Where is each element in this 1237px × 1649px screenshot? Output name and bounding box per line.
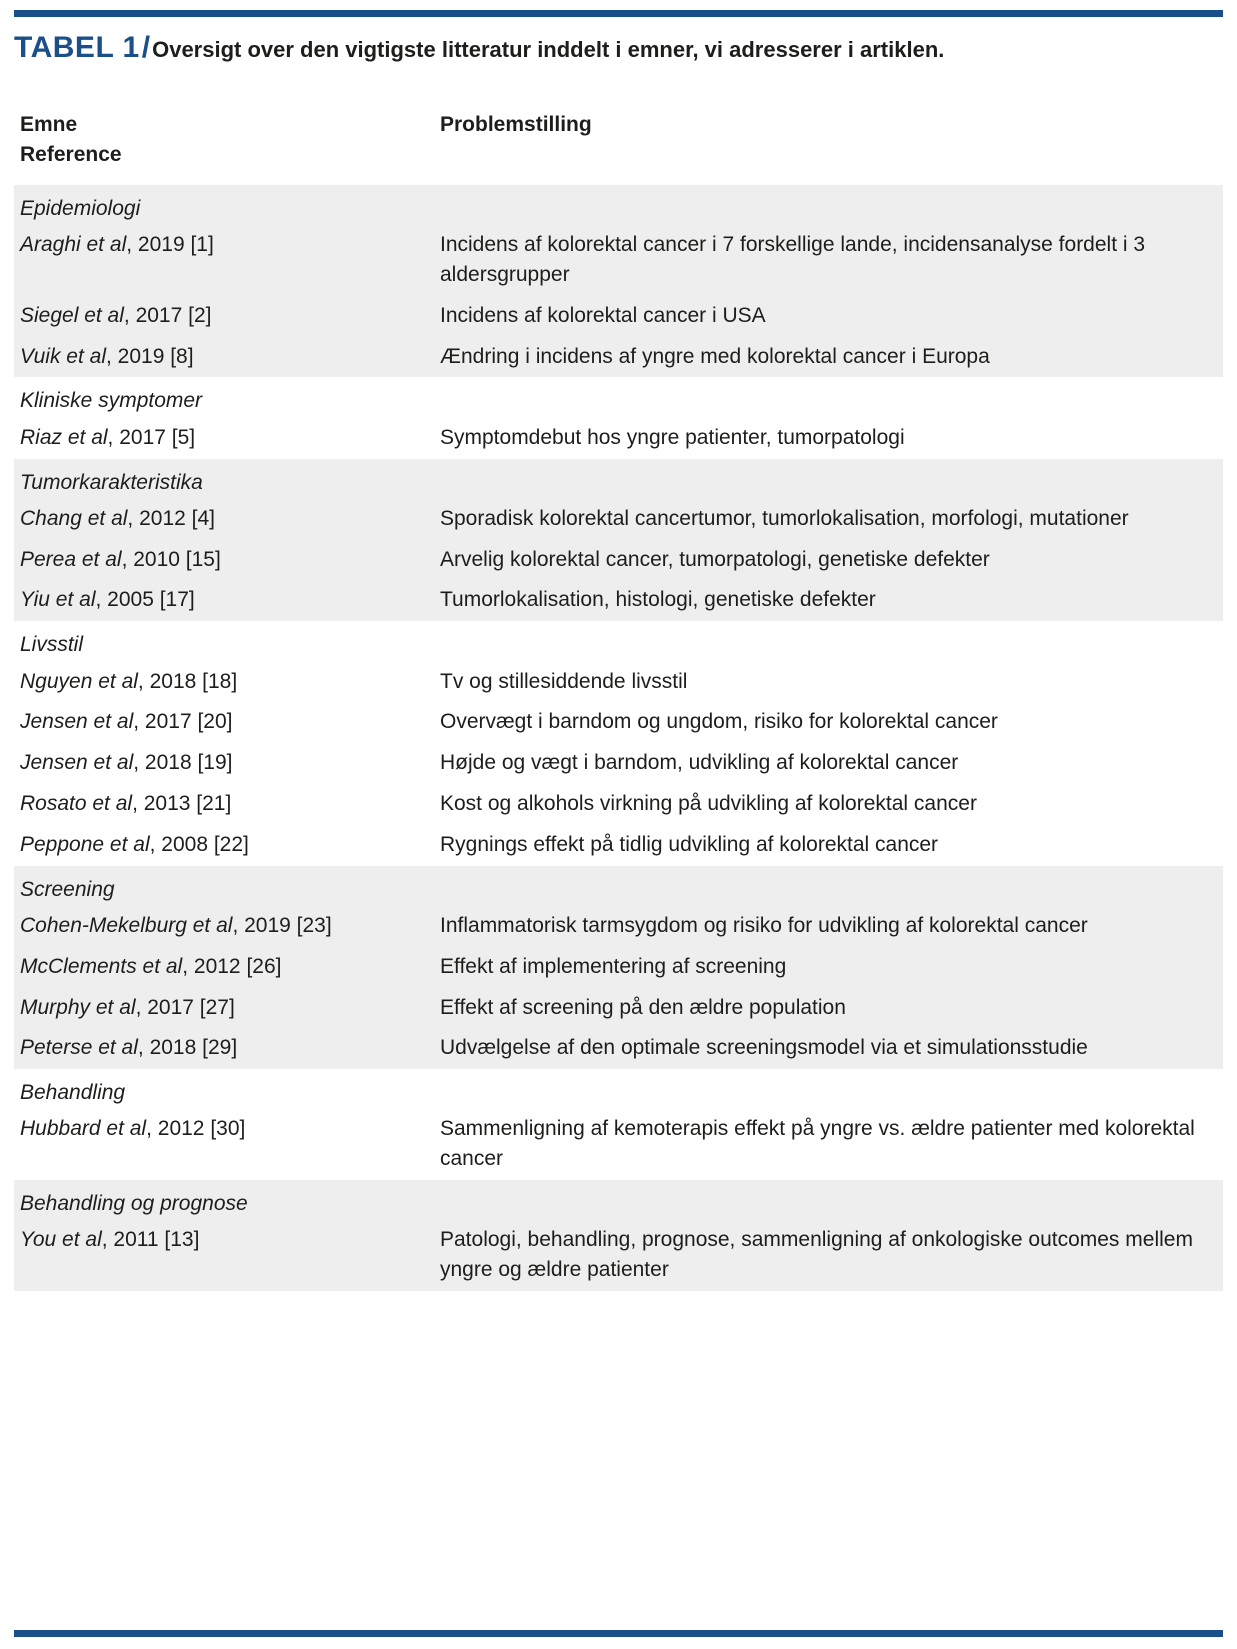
table-number: TABEL 1 xyxy=(14,31,140,64)
problem-cell xyxy=(434,988,1223,1029)
reference-text: Vuik et al, 2019 [8] xyxy=(20,344,194,368)
column-header-topic-reference xyxy=(14,104,434,185)
table-row xyxy=(14,743,1223,784)
problem-cell xyxy=(434,784,1223,825)
column-header-topic: Emne xyxy=(20,113,78,136)
reference-cell xyxy=(14,337,434,378)
reference-text: Araghi et al, 2019 [1] xyxy=(20,233,214,257)
problem-text: Inflammatorisk tarmsygdom og risiko for udvikling af kolorektal cancer xyxy=(440,913,1088,937)
group-header-cell xyxy=(14,1069,1223,1109)
table-row xyxy=(14,947,1223,988)
reference-cell xyxy=(14,988,434,1029)
table-row xyxy=(14,1109,1223,1180)
reference-text: Jensen et al, 2018 [19] xyxy=(20,751,233,775)
table-row xyxy=(14,1220,1223,1291)
group-title: Behandling og prognose xyxy=(20,1192,248,1216)
reference-text: Perea et al, 2010 [15] xyxy=(20,547,221,571)
reference-text: Nguyen et al, 2018 [18] xyxy=(20,669,238,693)
problem-text: Incidens af kolorektal cancer i 7 forskellige lande, incidensanalyse fordelt i 3 aldersgrupper xyxy=(440,233,1146,286)
group-header-row xyxy=(14,621,1223,661)
problem-cell xyxy=(434,418,1223,459)
problem-text: Effekt af screening på den ældre population xyxy=(440,995,846,1019)
problem-text: Kost og alkohols virkning på udvikling af kolorektal cancer xyxy=(440,792,977,815)
problem-cell xyxy=(434,540,1223,581)
table-body xyxy=(14,185,1223,1317)
reference-cell xyxy=(14,225,434,296)
bottom-rule xyxy=(14,1630,1223,1637)
reference-cell xyxy=(14,947,434,988)
reference-text: Jensen et al, 2017 [20] xyxy=(20,710,233,734)
problem-cell xyxy=(434,825,1223,866)
group-header-row xyxy=(14,377,1223,417)
group-title: Screening xyxy=(20,877,115,901)
reference-cell xyxy=(14,1220,434,1291)
problem-cell xyxy=(434,337,1223,378)
problem-text: Overvægt i barndom og ungdom, risiko for kolorektal cancer xyxy=(440,710,998,734)
table-row xyxy=(14,418,1223,459)
group-header-row xyxy=(14,1069,1223,1109)
problem-cell xyxy=(434,662,1223,703)
table-row xyxy=(14,225,1223,296)
group-header-cell xyxy=(14,866,1223,906)
reference-text: Murphy et al, 2017 [27] xyxy=(20,995,235,1019)
problem-text: Incidens af kolorektal cancer i USA xyxy=(440,303,766,327)
table-row xyxy=(14,906,1223,947)
reference-cell xyxy=(14,580,434,621)
problem-cell xyxy=(434,947,1223,988)
problem-cell xyxy=(434,743,1223,784)
table-row xyxy=(14,784,1223,825)
problem-text: Højde og vægt i barndom, udvikling af kolorektal cancer xyxy=(440,751,959,775)
table-row xyxy=(14,540,1223,581)
reference-cell xyxy=(14,296,434,337)
reference-text: Hubbard et al, 2012 [30] xyxy=(20,1117,246,1141)
problem-cell xyxy=(434,1109,1223,1180)
caption-text: Oversigt over den vigtigste litteratur inddelt i emner, vi adresserer i artiklen. xyxy=(152,37,945,62)
problem-cell xyxy=(434,580,1223,621)
problem-text: Sporadisk kolorektal cancertumor, tumorlokalisation, morfologi, mutationer xyxy=(440,506,1129,530)
caption-separator: / xyxy=(141,31,151,64)
group-header-cell xyxy=(14,185,1223,225)
problem-text: Udvælgelse af den optimale screeningsmodel via et simulationsstudie xyxy=(440,1036,1088,1060)
problem-text: Patologi, behandling, prognose, sammenligning af onkologiske outcomes mellem yngre og ældre patienter xyxy=(440,1228,1193,1282)
table-row xyxy=(14,988,1223,1029)
group-header-row xyxy=(14,459,1223,499)
reference-cell xyxy=(14,540,434,581)
reference-cell xyxy=(14,1109,434,1180)
table-row xyxy=(14,825,1223,866)
reference-text: Cohen-Mekelburg et al, 2019 [23] xyxy=(20,913,332,937)
table-row xyxy=(14,296,1223,337)
table-bottom-spacer xyxy=(14,1291,1223,1317)
problem-cell xyxy=(434,1028,1223,1069)
problem-text: Arvelig kolorektal cancer, tumorpatologi, genetiske defekter xyxy=(440,547,990,571)
reference-text: McClements et al, 2012 [26] xyxy=(20,954,282,978)
group-header-row xyxy=(14,1180,1223,1220)
table-row xyxy=(14,337,1223,378)
table-row xyxy=(14,1028,1223,1069)
group-title: Livsstil xyxy=(20,633,84,657)
group-header-cell xyxy=(14,377,1223,417)
spacer-cell xyxy=(14,1291,1223,1317)
problem-text: Ændring i incidens af yngre med kolorektal cancer i Europa xyxy=(440,344,990,368)
column-header-reference: Reference xyxy=(20,143,122,167)
reference-text: Siegel et al, 2017 [2] xyxy=(20,303,212,327)
problem-text: Rygnings effekt på tidlig udvikling af kolorektal cancer xyxy=(440,832,939,856)
problem-text: Tv og stillesiddende livsstil xyxy=(440,669,688,693)
reference-cell xyxy=(14,702,434,743)
reference-cell xyxy=(14,784,434,825)
reference-cell xyxy=(14,662,434,703)
problem-cell xyxy=(434,225,1223,296)
reference-cell xyxy=(14,418,434,459)
table-row xyxy=(14,499,1223,540)
header-row xyxy=(14,104,1223,185)
table-row xyxy=(14,702,1223,743)
literature-table xyxy=(14,104,1223,1317)
problem-text: Tumorlokalisation, histologi, genetiske defekter xyxy=(440,588,876,612)
table-row xyxy=(14,662,1223,703)
reference-cell xyxy=(14,1028,434,1069)
reference-text: You et al, 2011 [13] xyxy=(20,1228,200,1252)
group-title: Behandling xyxy=(20,1081,126,1105)
reference-cell xyxy=(14,743,434,784)
group-header-cell xyxy=(14,1180,1223,1220)
reference-text: Rosato et al, 2013 [21] xyxy=(20,792,232,815)
problem-cell xyxy=(434,499,1223,540)
problem-cell xyxy=(434,1220,1223,1291)
reference-cell xyxy=(14,499,434,540)
problem-cell xyxy=(434,702,1223,743)
column-header-problem: Problemstilling xyxy=(440,113,592,136)
table-row xyxy=(14,580,1223,621)
group-header-row xyxy=(14,185,1223,225)
reference-text: Chang et al, 2012 [4] xyxy=(20,506,215,530)
reference-text: Peterse et al, 2018 [29] xyxy=(20,1036,238,1060)
problem-text: Effekt af implementering af screening xyxy=(440,954,787,978)
problem-cell xyxy=(434,296,1223,337)
reference-text: Yiu et al, 2005 [17] xyxy=(20,588,195,612)
top-rule xyxy=(14,10,1223,17)
reference-text: Peppone et al, 2008 [22] xyxy=(20,832,249,856)
table-caption xyxy=(14,30,1223,66)
group-header-cell xyxy=(14,459,1223,499)
problem-cell xyxy=(434,906,1223,947)
reference-cell xyxy=(14,906,434,947)
group-header-row xyxy=(14,866,1223,906)
group-header-cell xyxy=(14,621,1223,661)
reference-text: Riaz et al, 2017 [5] xyxy=(20,425,196,449)
group-title: Epidemiologi xyxy=(20,196,141,220)
problem-text: Sammenligning af kemoterapis effekt på yngre vs. ældre patienter med kolorektal cancer xyxy=(440,1117,1195,1171)
reference-cell xyxy=(14,825,434,866)
problem-text: Symptomdebut hos yngre patienter, tumorpatologi xyxy=(440,425,905,449)
group-title: Kliniske symptomer xyxy=(20,389,203,413)
table-header xyxy=(14,104,1223,185)
group-title: Tumorkarakteristika xyxy=(20,470,203,494)
